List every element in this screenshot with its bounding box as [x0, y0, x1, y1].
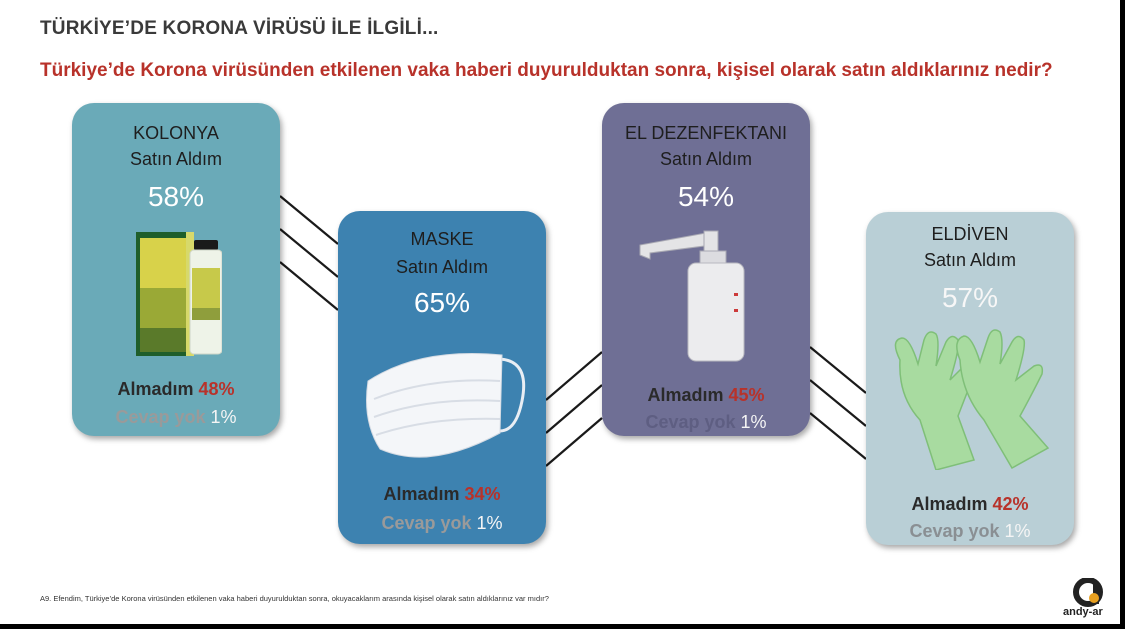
sanitizer-dispenser-icon	[636, 223, 776, 363]
not-bought-row	[602, 385, 810, 406]
no-answer-row	[866, 521, 1074, 542]
connector-maske-dezenfektan	[546, 352, 602, 466]
not-bought-label: Almadım	[383, 484, 460, 504]
cologne-bottle-icon	[134, 228, 222, 358]
gloves-icon	[880, 320, 1070, 470]
bought-percent: 57%	[941, 282, 999, 313]
not-bought-percent: 42%	[992, 494, 1029, 514]
card-kolonya	[72, 103, 280, 436]
bought-percent: 65%	[413, 287, 471, 318]
not-bought-label: Almadım	[117, 379, 194, 399]
card-maske	[338, 211, 546, 544]
not-bought-row	[338, 484, 546, 505]
not-bought-label: Almadım	[647, 385, 724, 405]
no-answer-row	[72, 407, 280, 428]
item-name: ELDİVEN	[931, 224, 1009, 244]
no-answer-row	[338, 513, 546, 534]
page-title: TÜRKİYE’DE KORONA VİRÜSÜ İLE İLGİLİ...	[40, 18, 439, 39]
bought-label: Satın Aldım	[923, 250, 1017, 270]
no-answer-label: Cevap yok	[909, 521, 1000, 541]
no-answer-percent: 1%	[476, 513, 503, 533]
bought-label: Satın Aldım	[659, 149, 753, 169]
not-bought-percent: 48%	[198, 379, 235, 399]
not-bought-row	[72, 379, 280, 400]
card-el-dezenfektani	[602, 103, 810, 436]
no-answer-percent: 1%	[1004, 521, 1031, 541]
bought-label: Satın Aldım	[395, 257, 489, 277]
bought-percent: 54%	[677, 181, 735, 212]
brand-name: andy-ar	[1063, 606, 1103, 618]
face-mask-icon	[360, 341, 528, 469]
survey-question: Türkiye’de Korona virüsünden etkilenen vaka haberi duyurulduktan sonra, kişisel olarak satın aldıklarınız nedir?	[40, 60, 1053, 81]
footnote: A9. Efendim, Türkiye’de Korona virüsünden etkilenen vaka haberi duyurulduktan sonra, okuyacaklarım arasında kişisel olarak satın aldıklarınız var mıdır?	[40, 594, 549, 603]
item-name: MASKE	[410, 229, 474, 249]
no-answer-percent: 1%	[740, 412, 767, 432]
connector-dezenfektan-eldiven	[810, 347, 866, 459]
no-answer-percent: 1%	[210, 407, 237, 427]
not-bought-percent: 45%	[728, 385, 765, 405]
item-name: KOLONYA	[133, 123, 219, 143]
no-answer-label: Cevap yok	[645, 412, 736, 432]
no-answer-row	[602, 412, 810, 433]
no-answer-label: Cevap yok	[115, 407, 206, 427]
no-answer-label: Cevap yok	[381, 513, 472, 533]
card-eldiven	[866, 212, 1074, 545]
item-name: EL DEZENFEKTANI	[624, 123, 788, 143]
not-bought-percent: 34%	[464, 484, 501, 504]
connector-kolonya-maske	[280, 196, 338, 310]
bought-label: Satın Aldım	[129, 149, 223, 169]
not-bought-label: Almadım	[911, 494, 988, 514]
bought-percent: 58%	[147, 181, 205, 212]
not-bought-row	[866, 494, 1074, 515]
